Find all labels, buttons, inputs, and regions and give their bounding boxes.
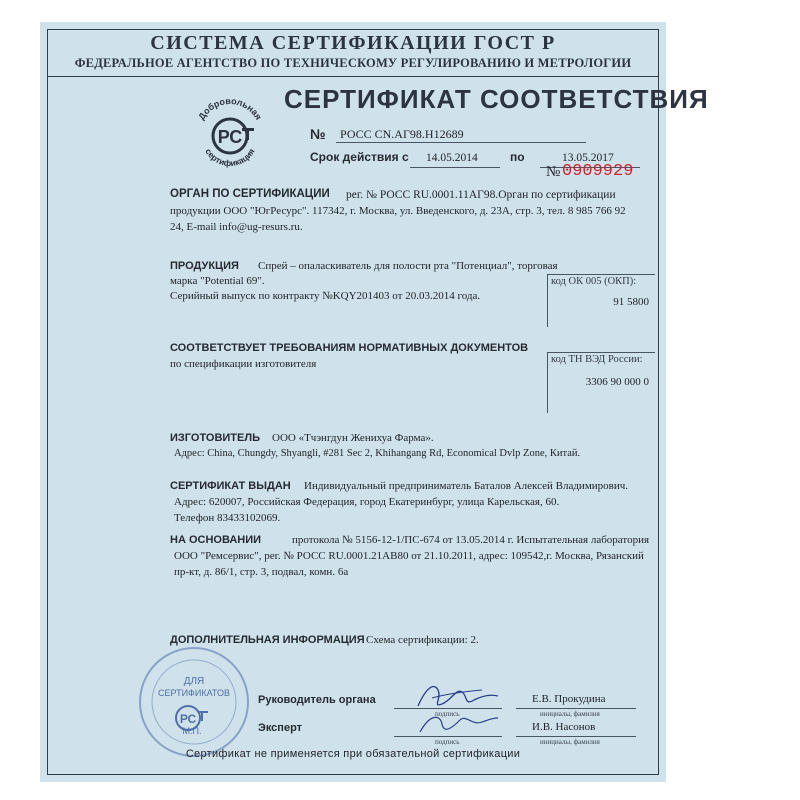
tnved-code-caption: код ТН ВЭД России: (551, 354, 643, 365)
validity-to-label: по (510, 150, 525, 164)
product-label: ПРОДУКЦИЯ (170, 260, 239, 272)
product-line3: Серийный выпуск по контракту №KQY201403 от 20.03.2014 года. (170, 290, 481, 302)
voluntary-certification-logo (190, 92, 270, 172)
form-serial-number: 0909929 (562, 162, 634, 181)
manufacturer-label: ИЗГОТОВИТЕЛЬ (170, 432, 260, 444)
stamp-line2: СЕРТИФИКАТОВ (157, 688, 231, 698)
okp-code-value: 91 5800 (613, 296, 649, 308)
certificate-number: РОСС CN.АГ98.Н12689 (340, 127, 464, 141)
tnved-code-value: 3306 90 000 0 (585, 376, 649, 388)
certificate-sheet (40, 22, 709, 782)
expert-name-caption: инициалы, фамилия (540, 738, 600, 746)
footer-note: Сертификат не применяется при обязательной сертификации (185, 748, 521, 760)
svg-text:Добровольная: Добровольная (196, 95, 264, 122)
head-signature-caption: подпись (435, 710, 460, 718)
validity-label: Срок действия с (310, 150, 409, 164)
form-number-sign: № (546, 164, 561, 180)
certification-body-line2: продукции ООО "ЮгРесурс". 117342, г. Москва, ул. Введенского, д. 23А, стр. 3, тел. 8 985 766 92 (170, 205, 626, 217)
expert-name-line (516, 736, 636, 737)
agency-header: ФЕДЕРАЛЬНОЕ АГЕНТСТВО ПО ТЕХНИЧЕСКОМУ РЕГУЛИРОВАНИЮ И МЕТРОЛОГИИ (74, 56, 632, 70)
expert-name: И.В. Насонов (532, 721, 596, 733)
stamp-mp: М.П. (182, 726, 202, 736)
basis-line3: пр-кт, д. 86/1, стр. 3, подвал, комн. 6а (174, 566, 349, 578)
additional-info-text: Схема сертификации: 2. (366, 634, 479, 646)
product-line2: марка "Potential 69". (170, 275, 265, 287)
certification-body-line3: 24, E-mail info@ug-resurs.ru. (170, 221, 303, 233)
certificate-title: СЕРТИФИКАТ СООТВЕТСТВИЯ (284, 84, 709, 114)
expert-label: Эксперт (258, 722, 303, 734)
basis-label: НА ОСНОВАНИИ (170, 534, 262, 546)
issued-to-label: СЕРТИФИКАТ ВЫДАН (170, 480, 291, 492)
manufacturer-address: Адрес: China, Chungdy, Shyangli, #281 Sec 2, Khihangang Rd, Economical Dvlp Zone, Китай. (174, 448, 581, 459)
certification-body-line1: рег. № РОСС RU.0001.11АГ98.Орган по сертификации (346, 189, 616, 201)
product-line1: Спрей – опаласкиватель для полости рта "Потенциал", торговая (258, 260, 558, 272)
additional-info-label: ДОПОЛНИТЕЛЬНАЯ ИНФОРМАЦИЯ (170, 634, 365, 646)
expert-signature-caption: подпись (435, 738, 460, 746)
expert-signature (412, 708, 502, 740)
basis-line2: ООО "Ремсервис", рег. № РОСС RU.0001.21АВ80 от 21.10.2011, адрес: 109542,г. Москва, Рязанский (174, 550, 644, 562)
head-of-body-label: Руководитель органа (258, 694, 376, 706)
okp-code-caption: код ОК 005 (ОКП): (551, 276, 637, 287)
okp-code-box (547, 274, 655, 327)
issued-to-line1: Индивидуальный предприниматель Баталов Алексей Владимирович. (304, 480, 629, 492)
system-header: СИСТЕМА СЕРТИФИКАЦИИ ГОСТ Р (150, 32, 556, 54)
validity-from-underline (410, 167, 500, 168)
validity-from: 14.05.2014 (426, 152, 478, 164)
stamp-seal (136, 644, 252, 760)
number-sign: № (310, 126, 326, 142)
head-name-caption: инициалы, фамилия (540, 710, 600, 718)
head-name-line (516, 708, 636, 709)
basis-line1: протокола № 5156-12-1/ПС-674 от 13.05.2014 г. Испытательная лаборатория (292, 534, 650, 546)
validity-to: 13.05.2017 (562, 152, 614, 164)
manufacturer-name: ООО «Тчэнгдун Женихуа Фарма». (272, 432, 434, 444)
certification-body-label: ОРГАН ПО СЕРТИФИКАЦИИ (170, 188, 330, 200)
header-divider (47, 76, 659, 77)
tnved-code-box (547, 352, 655, 413)
conformity-label: СООТВЕТСТВУЕТ ТРЕБОВАНИЯМ НОРМАТИВНЫХ ДОКУМЕНТОВ (170, 342, 529, 354)
svg-text:РС: РС (179, 712, 197, 726)
svg-text:сертификация: сертификация (203, 146, 257, 169)
head-of-body-name: Е.В. Прокудина (532, 693, 606, 705)
issued-to-line3: Телефон 83433102069. (174, 512, 281, 524)
conformity-text: по спецификации изготовителя (170, 358, 317, 370)
number-underline (336, 142, 586, 143)
stamp-line1: ДЛЯ (183, 676, 205, 687)
svg-text:РС: РС (217, 127, 243, 147)
issued-to-line2: Адрес: 620007, Российская Федерация, город Екатеринбург, улица Карельская, 60. (174, 496, 560, 508)
